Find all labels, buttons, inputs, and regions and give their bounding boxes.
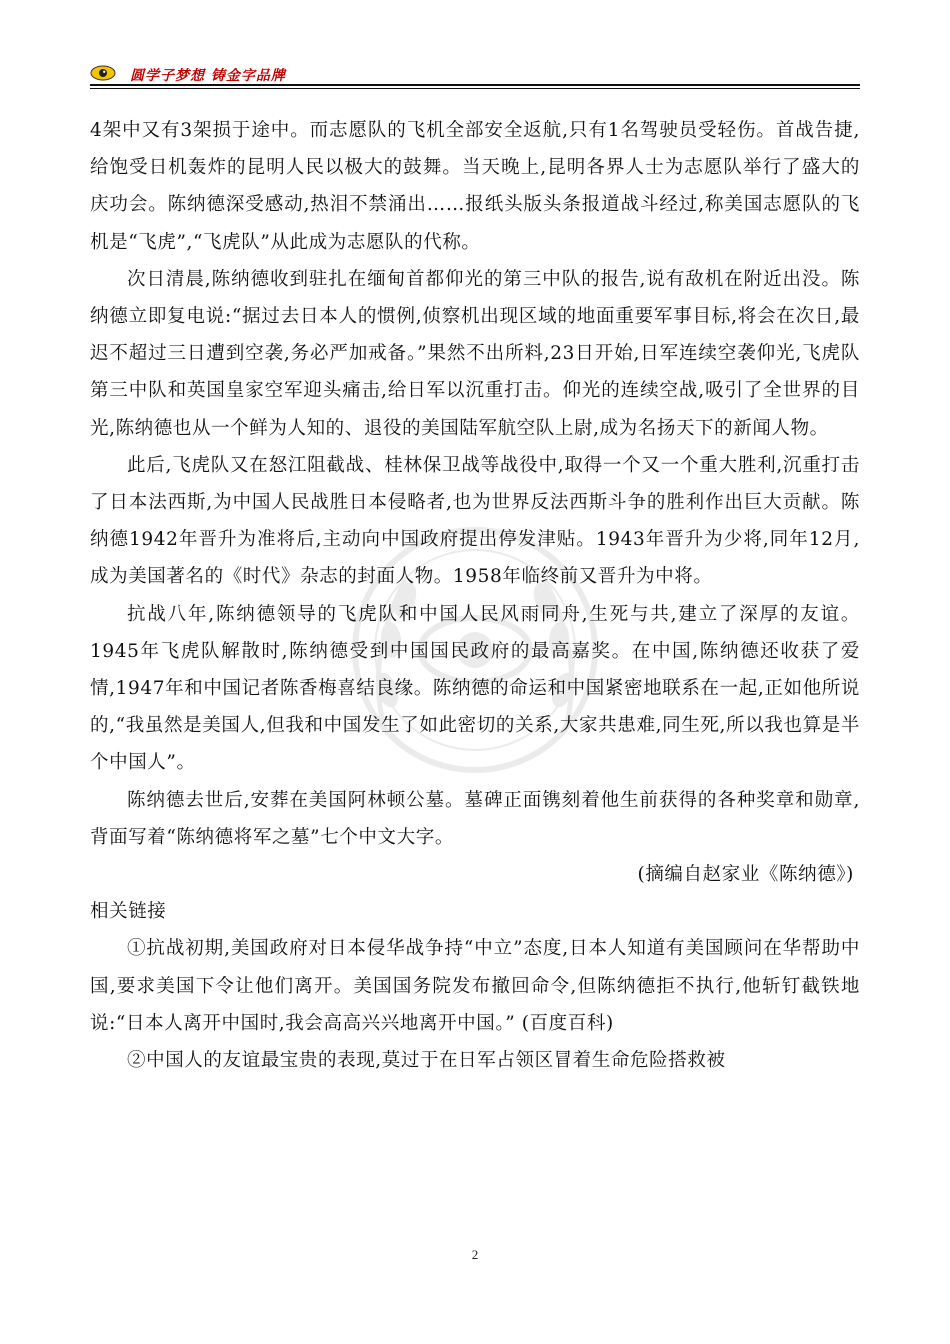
related-links-heading: 相关链接 [90,901,167,923]
paragraph-5: 陈纳德去世后,安葬在美国阿林顿公墓。墓碑正面镌刻着他生前获得的各种奖章和勋章,背面写着“陈纳德将军之墓”七个中文大字。 [90,789,860,848]
header-rule-thin [90,88,860,89]
source-citation: (摘编自赵家业《陈纳德》) [637,864,854,886]
paragraph-2: 次日清晨,陈纳德收到驻扎在缅甸首都仰光的第三中队的报告,说有敌机在附近出没。陈纳德立即复电说:“据过去日本人的惯例,侦察机出现区域的地面重要军事目标,将会在次日,最迟不超过三日遭到空袭,务必严加戒备。”果然不出所料,23日开始,日军连续空袭仰光,飞虎队第三中队和英国皇家空军迎头痛击,给日军以沉重打击。仰光的连续空战,吸引了全世界的目光,陈纳德也从一个鲜为人知的、退役的美国陆军航空队上尉,成为名扬天下的新闻人物。 [90,268,860,439]
related-link-1: ①抗战初期,美国政府对日本侵华战争持“中立”态度,日本人知道有美国顾问在华帮助中国,要求美国下令让他们离开。美国国务院发布撤回命令,但陈纳德拒不执行,他斩钉截铁地说:“日本人离开中国时,我会高高兴兴地离开中国。” (百度百科) [90,938,860,1034]
paragraph-1: 4架中又有3架损于途中。而志愿队的飞机全部安全返航,只有1名驾驶员受轻伤。首战告捷,给饱受日机轰炸的昆明人民以极大的鼓舞。当天晚上,昆明各界人士为志愿队举行了盛大的庆功会。陈纳德深受感动,热泪不禁涌出……报纸头版头条报道战斗经过,称美国志愿队的飞机是“飞虎”,“飞虎队”从此成为志愿队的代称。 [90,120,860,253]
page-header [90,62,860,88]
paragraph-3: 此后,飞虎队又在怒江阻截战、桂林保卫战等战役中,取得一个又一个重大胜利,沉重打击了日本法西斯,为中国人民战胜日本侵略者,也为世界反法西斯斗争的胜利作出巨大贡献。陈纳德1942年晋升为准将后,主动向中国政府提出停发津贴。1943年晋升为少将,同年12月,成为美国著名的《时代》杂志的封面人物。1958年临终前又晋升为中将。 [90,454,860,588]
related-link-2: ②中国人的友谊最宝贵的表现,莫过于在日军占领区冒着生命危险搭救被 [127,1050,726,1072]
page-number: 2 [471,1247,479,1262]
article-body [90,112,860,1079]
eye-logo-icon [90,64,116,82]
header-rule-thick [90,84,860,86]
paragraph-4: 抗战八年,陈纳德领导的飞虎队和中国人民风雨同舟,生死与共,建立了深厚的友谊。1945年飞虎队解散时,陈纳德受到中国国民政府的最高嘉奖。在中国,陈纳德还收获了爱情,1947年和中国记者陈香梅喜结良缘。陈纳德的命运和中国紧密地联系在一起,正如他所说的,“我虽然是美国人,但我和中国发生了如此密切的关系,大家共患难,同生死,所以我也算是半个中国人”。 [90,603,860,774]
header-slogan: 圆学子梦想 铸金字品牌 [130,68,286,84]
